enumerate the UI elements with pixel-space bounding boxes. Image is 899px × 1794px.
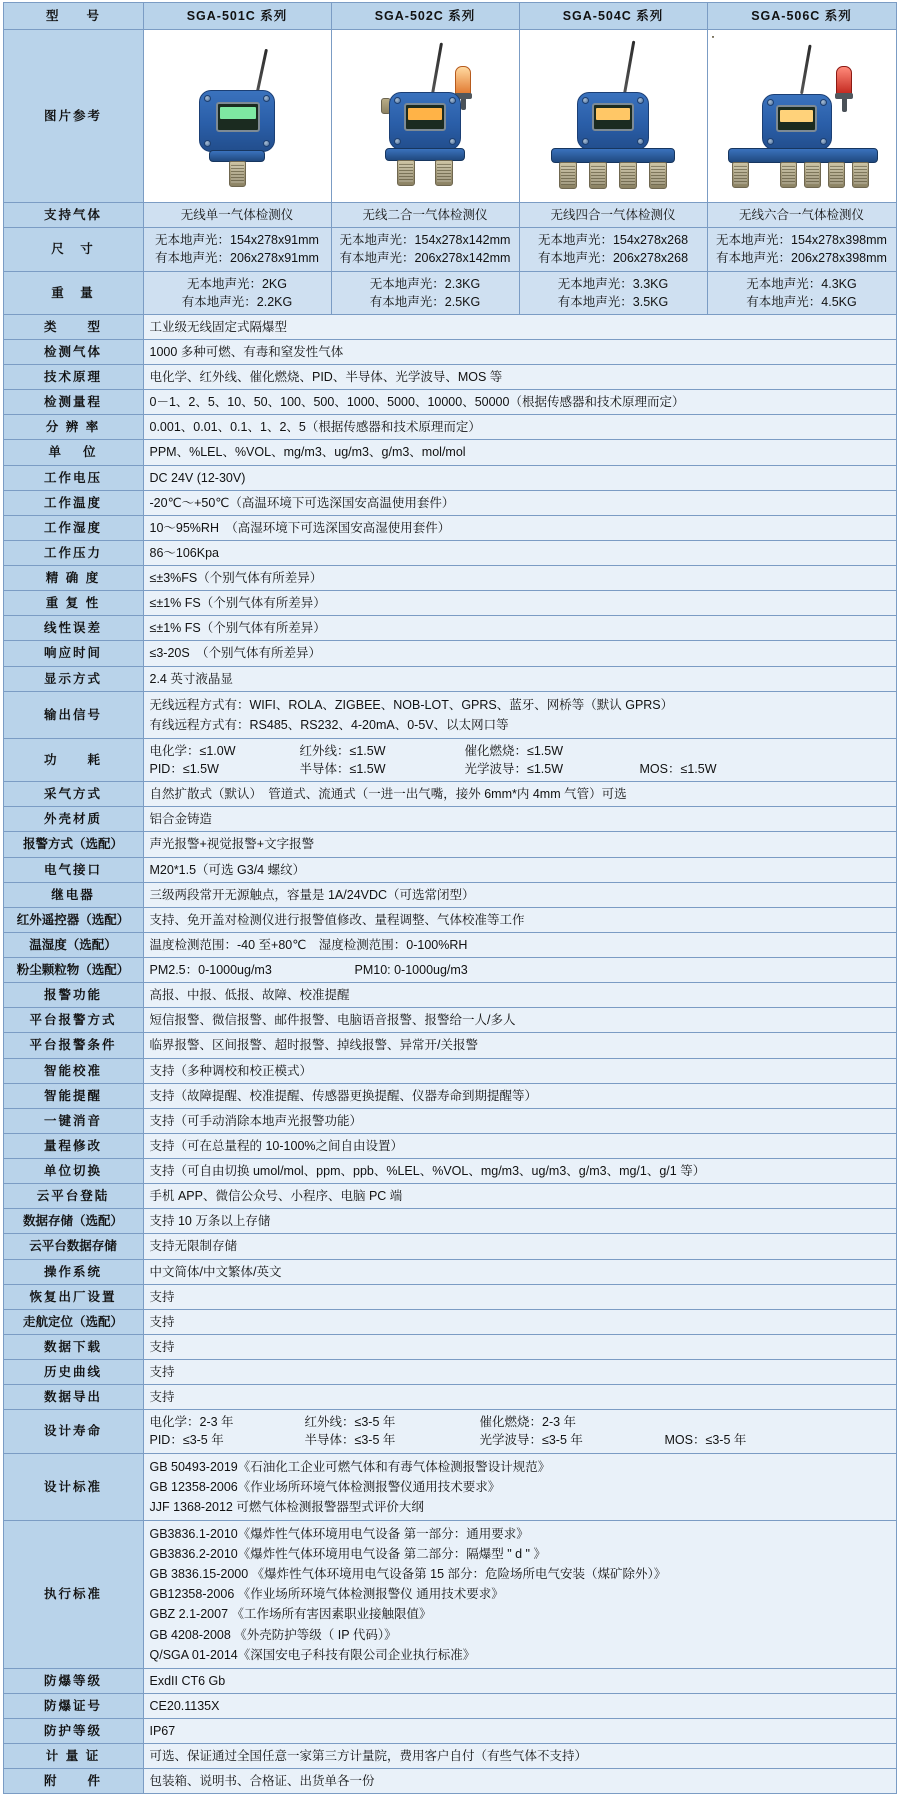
- gas-sensor: [780, 162, 797, 188]
- row-value-one-key-mute: 支持（可手动消除本地声光报警功能）: [143, 1108, 896, 1133]
- row-value-repeat: ≤±1% FS（个别气体有所差异）: [143, 591, 896, 616]
- row-label-ex-grade: 防爆等级: [3, 1668, 143, 1693]
- life-mos: MOS：≤3-5 年: [664, 1433, 747, 1448]
- antenna-icon: [623, 41, 635, 95]
- table-row-exec-std: [3, 1520, 896, 1668]
- life-pid: PID：≤3-5 年: [149, 1433, 224, 1448]
- row-label-data-download: 数据下载: [3, 1334, 143, 1359]
- row-value-shell: 铝合金铸造: [143, 807, 896, 832]
- row-value-principle: 电化学、红外线、催化燃烧、PID、半导体、光学波导、MOS 等: [143, 365, 896, 390]
- power-pid: PID：≤1.5W: [149, 762, 219, 776]
- size-502c-line1: 无本地声光：154x278x142mm: [339, 233, 511, 248]
- row-label-ip-grade: 防护等级: [3, 1719, 143, 1744]
- weight-506c: [707, 271, 896, 314]
- power-optical: 光学波导：≤1.5W: [464, 762, 564, 776]
- table-row-cloud-login: [3, 1184, 896, 1209]
- row-label-cloud-login: 云平台登陆: [3, 1184, 143, 1209]
- gas-sensor: [804, 162, 821, 188]
- power-mos: MOS：≤1.5W: [639, 762, 717, 776]
- power-catalytic: 催化燃烧：≤1.5W: [464, 743, 564, 758]
- model-504c: SGA-504C 系列: [519, 3, 707, 30]
- table-row-sampling: [3, 782, 896, 807]
- row-label-alarm-mode: 报警方式（选配）: [3, 832, 143, 857]
- row-label-weight: 重 量: [3, 271, 143, 314]
- alarm-light: [836, 66, 852, 96]
- row-value-cloud-login: 手机 APP、微信公众号、小程序、电脑 PC 端: [143, 1184, 896, 1209]
- table-row-linear: [3, 616, 896, 641]
- device-manifold: [551, 148, 675, 163]
- exec-std-line-2: GB3836.2-2010《爆炸性气体环境用电气设备 第二部分：隔爆型 " d " 》: [149, 1547, 546, 1561]
- row-value-temp-hum-opt: 温度检测范围：-40 至+80℃ 湿度检测范围：0-100%RH: [143, 932, 896, 957]
- table-row-history-curve: [3, 1360, 896, 1385]
- table-row-response: [3, 641, 896, 666]
- row-value-resolution: 0.001、0.01、0.1、1、2、5（根据传感器和技术原理而定）: [143, 415, 896, 440]
- design-std-line-2: GB 12358-2006《作业场所环境气体检测报警仪通用技术要求》: [149, 1479, 501, 1494]
- row-value-design-std: [143, 1453, 896, 1520]
- row-value-smart-remind: 支持（故障提醒、校准提醒、传感器更换提醒、仪器寿命到期提醒等）: [143, 1083, 896, 1108]
- table-row-dust-opt: [3, 958, 896, 983]
- gas-support-502c: 无线二合一气体检测仪: [331, 203, 519, 228]
- device-body: [762, 94, 832, 150]
- row-label-pressure: 工作压力: [3, 540, 143, 565]
- size-502c: [331, 228, 519, 271]
- table-row-metrology: [3, 1744, 896, 1769]
- table-row-weight: [3, 271, 896, 314]
- table-row-cloud-store: [3, 1234, 896, 1259]
- row-value-os: 中文简体/中文繁体/英文: [143, 1259, 896, 1284]
- row-label-output: 输出信号: [3, 691, 143, 738]
- row-label-design-life: 设计寿命: [3, 1410, 143, 1453]
- gas-sensor: [852, 162, 869, 188]
- life-optical: 光学波导：≤3-5 年: [479, 1433, 583, 1448]
- power-infrared: 红外线：≤1.5W: [299, 743, 386, 758]
- table-row-factory-reset: [3, 1284, 896, 1309]
- row-value-power: [143, 738, 896, 781]
- row-label-exec-std: 执行标准: [3, 1520, 143, 1668]
- row-value-range: 0－1、2、5、10、50、100、500、1000、5000、10000、50000（根据传感器和技术原理而定）: [143, 390, 896, 415]
- dust-pm10: PM10: 0-1000ug/m3: [354, 963, 468, 977]
- design-std-line-3: JJF 1368-2012 可燃气体检测报警器型式评价大纲: [149, 1499, 424, 1514]
- row-label-response: 响应时间: [3, 641, 143, 666]
- row-label-ir-remote: 红外遥控器（选配）: [3, 907, 143, 932]
- table-row-power: [3, 738, 896, 781]
- display-screen: [216, 102, 260, 132]
- row-label-history-curve: 历史曲线: [3, 1360, 143, 1385]
- alarm-light: [455, 66, 471, 96]
- row-value-type: 工业级无线固定式隔爆型: [143, 314, 896, 339]
- gas-sensor: [589, 162, 607, 189]
- life-semiconductor: 半导体：≤3-5 年: [304, 1433, 396, 1448]
- gas-support-501c: 无线单一气体检测仪: [143, 203, 331, 228]
- antenna-icon: [800, 45, 812, 95]
- row-value-alarm-func: 高报、中报、低报、故障、校准提醒: [143, 983, 896, 1008]
- gas-support-504c: 无线四合一气体检测仪: [519, 203, 707, 228]
- table-row-voltage: [3, 465, 896, 490]
- row-value-relay: 三级两段常开无源触点，容量是 1A/24VDC（可选常闭型）: [143, 882, 896, 907]
- row-label-unit-switch: 单位切换: [3, 1159, 143, 1184]
- row-label-voltage: 工作电压: [3, 465, 143, 490]
- weight-504c-line1: 无本地声光：3.3KG: [557, 276, 669, 291]
- row-label-model: 型 号: [3, 3, 143, 30]
- row-value-gps-opt: 支持: [143, 1309, 896, 1334]
- row-value-factory-reset: 支持: [143, 1284, 896, 1309]
- row-value-data-export: 支持: [143, 1385, 896, 1410]
- row-value-accuracy: ≤±3%FS（个别气体有所差异）: [143, 566, 896, 591]
- row-value-dust-opt: [143, 958, 896, 983]
- row-label-relay: 继电器: [3, 882, 143, 907]
- row-value-data-store-opt: 支持 10 万条以上存储: [143, 1209, 896, 1234]
- dust-pm25: PM2.5：0-1000ug/m3: [149, 963, 272, 977]
- row-label-shell: 外壳材质: [3, 807, 143, 832]
- size-501c-line1: 无本地声光：154x278x91mm: [155, 233, 319, 248]
- row-value-smart-cal: 支持（多种调校和校正模式）: [143, 1058, 896, 1083]
- table-row-unit: [3, 440, 896, 465]
- row-value-accessories: 包装箱、说明书、合格证、出货单各一份: [143, 1769, 896, 1794]
- table-row-image: [3, 30, 896, 203]
- row-value-platform-alarm: 短信报警、微信报警、邮件报警、电脑语音报警、报警给一人/多人: [143, 1008, 896, 1033]
- row-label-temp-hum-opt: 温湿度（选配）: [3, 932, 143, 957]
- row-label-factory-reset: 恢复出厂设置: [3, 1284, 143, 1309]
- row-value-output: [143, 691, 896, 738]
- gas-sensor: [435, 160, 453, 186]
- row-value-alarm-mode: 声光报警+视觉报警+文字报警: [143, 832, 896, 857]
- row-label-data-export: 数据导出: [3, 1385, 143, 1410]
- row-value-design-life: [143, 1410, 896, 1453]
- row-label-alarm-func: 报警功能: [3, 983, 143, 1008]
- gas-sensor: [397, 160, 415, 186]
- row-value-linear: ≤±1% FS（个别气体有所差异）: [143, 616, 896, 641]
- row-value-unit: PPM、%LEL、%VOL、mg/m3、ug/m3、g/m3、mol/mol: [143, 440, 896, 465]
- gas-sensor: [712, 36, 714, 38]
- table-row-resolution: [3, 415, 896, 440]
- device-manifold: [385, 148, 465, 161]
- size-502c-line2: 有本地声光：206x278x142mm: [339, 251, 511, 266]
- row-label-accuracy: 精 确 度: [3, 566, 143, 591]
- row-label-image: 图片参考: [3, 30, 143, 203]
- gas-sensor: [559, 162, 577, 189]
- power-semiconductor: 半导体：≤1.5W: [299, 762, 386, 776]
- size-506c-line1: 无本地声光：154x278x398mm: [716, 233, 887, 248]
- row-value-sampling: 自然扩散式（默认） 管道式、流通式（一进一出气嘴，接外 6mm*内 4mm 气管）可选: [143, 782, 896, 807]
- device-body: [577, 92, 649, 150]
- row-label-gas-support: 支持气体: [3, 203, 143, 228]
- table-row-alarm-func: [3, 983, 896, 1008]
- table-row-ir-remote: [3, 907, 896, 932]
- table-row-repeat: [3, 591, 896, 616]
- row-value-ip-grade: IP67: [143, 1719, 896, 1744]
- row-label-display: 显示方式: [3, 666, 143, 691]
- gas-support-506c: 无线六合一气体检测仪: [707, 203, 896, 228]
- display-screen: [592, 103, 634, 131]
- row-label-temperature: 工作温度: [3, 490, 143, 515]
- spec-sheet: [0, 2, 899, 1794]
- table-row-ex-cert: [3, 1693, 896, 1718]
- row-label-range: 检测量程: [3, 390, 143, 415]
- table-row-unit-switch: [3, 1159, 896, 1184]
- row-label-cloud-store: 云平台数据存储: [3, 1234, 143, 1259]
- row-value-history-curve: 支持: [143, 1360, 896, 1385]
- row-value-detect-gas: 1000 多种可燃、有毒和窒发性气体: [143, 339, 896, 364]
- gas-sensor: [619, 162, 637, 189]
- row-label-gps-opt: 走航定位（选配）: [3, 1309, 143, 1334]
- gas-sensor: [828, 162, 845, 188]
- row-value-range-modify: 支持（可在总量程的 10-100%之间自由设置）: [143, 1133, 896, 1158]
- table-row-accessories: [3, 1769, 896, 1794]
- table-row-one-key-mute: [3, 1108, 896, 1133]
- specification-table: [3, 2, 897, 1794]
- size-501c: [143, 228, 331, 271]
- size-504c-line1: 无本地声光：154x278x268: [537, 233, 689, 248]
- weight-506c-line1: 无本地声光：4.3KG: [746, 276, 857, 291]
- row-label-os: 操作系统: [3, 1259, 143, 1284]
- row-label-type: 类 型: [3, 314, 143, 339]
- exec-std-line-6: GB 4208-2008 《外壳防护等级（ IP 代码）》: [149, 1627, 397, 1642]
- size-506c: [707, 228, 896, 271]
- table-row-gas-support: [3, 203, 896, 228]
- weight-502c-line2: 有本地声光：2.5KG: [369, 294, 481, 309]
- row-label-platform-alarm: 平台报警方式: [3, 1008, 143, 1033]
- model-501c: SGA-501C 系列: [143, 3, 331, 30]
- table-row-platform-cond: [3, 1033, 896, 1058]
- table-row-design-life: [3, 1410, 896, 1453]
- life-infrared: 红外线：≤3-5 年: [304, 1415, 396, 1430]
- row-label-size: 尺 寸: [3, 228, 143, 271]
- model-502c: SGA-502C 系列: [331, 3, 519, 30]
- row-label-design-std: 设计标准: [3, 1453, 143, 1520]
- table-row-electric-port: [3, 857, 896, 882]
- row-value-cloud-store: 支持无限制存储: [143, 1234, 896, 1259]
- table-row-smart-remind: [3, 1083, 896, 1108]
- row-value-exec-std: [143, 1520, 896, 1668]
- row-label-resolution: 分 辨 率: [3, 415, 143, 440]
- row-value-ex-cert: CE20.1135X: [143, 1693, 896, 1718]
- weight-501c: [143, 271, 331, 314]
- exec-std-line-3: GB 3836.15-2000 《爆炸性气体环境用电气设备第 15 部分：危险场所电气安装（煤矿除外）》: [149, 1567, 667, 1582]
- gas-sensor: [229, 161, 246, 187]
- table-row-alarm-mode: [3, 832, 896, 857]
- row-label-repeat: 重 复 性: [3, 591, 143, 616]
- table-row-gps-opt: [3, 1309, 896, 1334]
- row-label-detect-gas: 检测气体: [3, 339, 143, 364]
- row-value-display: 2.4 英寸液晶显: [143, 666, 896, 691]
- row-label-linear: 线性误差: [3, 616, 143, 641]
- weight-501c-line2: 有本地声光：2.2KG: [181, 294, 293, 309]
- exec-std-line-7: Q/SGA 01-2014《深国安电子科技有限公司企业执行标准》: [149, 1647, 476, 1662]
- row-label-smart-remind: 智能提醒: [3, 1083, 143, 1108]
- exec-std-line-4: GB12358-2006 《作业场所环境气体检测报警仪 通用技术要求》: [149, 1587, 504, 1602]
- row-label-principle: 技术原理: [3, 365, 143, 390]
- life-catalytic: 催化燃烧：2-3 年: [479, 1415, 577, 1430]
- row-value-humidity: 10～95%RH （高湿环境下可选深国安高湿使用套件）: [143, 515, 896, 540]
- row-label-platform-cond: 平台报警条件: [3, 1033, 143, 1058]
- device-image-502c: [331, 30, 519, 203]
- output-wired: 有线远程方式有：RS485、RS232、4-20mA、0-5V、以太网口等: [149, 717, 509, 732]
- row-label-ex-cert: 防爆证号: [3, 1693, 143, 1718]
- table-row-ex-grade: [3, 1668, 896, 1693]
- gas-sensor: [649, 162, 667, 189]
- row-value-data-download: 支持: [143, 1334, 896, 1359]
- table-row-relay: [3, 882, 896, 907]
- table-row-pressure: [3, 540, 896, 565]
- weight-502c: [331, 271, 519, 314]
- table-row-temperature: [3, 490, 896, 515]
- row-label-unit: 单 位: [3, 440, 143, 465]
- size-506c-line2: 有本地声光：206x278x398mm: [716, 251, 887, 266]
- row-label-sampling: 采气方式: [3, 782, 143, 807]
- exec-std-line-1: GB3836.1-2010《爆炸性气体环境用电气设备 第一部分：通用要求》: [149, 1526, 529, 1541]
- table-row-output: [3, 691, 896, 738]
- size-504c-line2: 有本地声光：206x278x268: [537, 251, 689, 266]
- table-row-accuracy: [3, 566, 896, 591]
- row-label-dust-opt: 粉尘颗粒物（选配）: [3, 958, 143, 983]
- device-image-501c: [143, 30, 331, 203]
- table-row-type: [3, 314, 896, 339]
- row-label-metrology: 计 量 证: [3, 1744, 143, 1769]
- device-body: [199, 90, 275, 152]
- row-label-humidity: 工作湿度: [3, 515, 143, 540]
- row-label-accessories: 附 件: [3, 1769, 143, 1794]
- gas-sensor: [732, 162, 749, 188]
- display-screen: [776, 105, 817, 132]
- row-value-metrology: 可选、保证通过全国任意一家第三方计量院，费用客户自付（有些气体不支持）: [143, 1744, 896, 1769]
- table-row-data-export: [3, 1385, 896, 1410]
- design-std-line-1: GB 50493-2019《石油化工企业可燃气体和有毒气体检测报警设计规范》: [149, 1459, 551, 1474]
- row-value-unit-switch: 支持（可自由切换 umol/mol、ppm、ppb、%LEL、%VOL、mg/m3、ug/m3、g/m3、mg/1、g/1 等）: [143, 1159, 896, 1184]
- table-row-size: [3, 228, 896, 271]
- row-value-pressure: 86～106Kpa: [143, 540, 896, 565]
- table-row-temp-hum-opt: [3, 932, 896, 957]
- power-electrochemical: 电化学：≤1.0W: [149, 743, 236, 758]
- table-row-display: [3, 666, 896, 691]
- table-row-ip-grade: [3, 1719, 896, 1744]
- row-label-smart-cal: 智能校准: [3, 1058, 143, 1083]
- row-label-electric-port: 电气接口: [3, 857, 143, 882]
- table-row-data-store-opt: [3, 1209, 896, 1234]
- table-row-data-download: [3, 1334, 896, 1359]
- weight-504c: [519, 271, 707, 314]
- table-row-shell: [3, 807, 896, 832]
- row-value-voltage: DC 24V (12-30V): [143, 465, 896, 490]
- row-value-temperature: -20℃～+50℃（高温环境下可选深国安高温使用套件）: [143, 490, 896, 515]
- table-row-smart-cal: [3, 1058, 896, 1083]
- device-image-506c: [707, 30, 896, 203]
- row-value-electric-port: M20*1.5（可选 G3/4 螺纹）: [143, 857, 896, 882]
- model-506c: SGA-506C 系列: [707, 3, 896, 30]
- size-504c: [519, 228, 707, 271]
- weight-502c-line1: 无本地声光：2.3KG: [369, 276, 481, 291]
- table-row-model: [3, 3, 896, 30]
- table-row-os: [3, 1259, 896, 1284]
- device-manifold: [728, 148, 878, 163]
- weight-506c-line2: 有本地声光：4.5KG: [746, 294, 857, 309]
- size-501c-line2: 有本地声光：206x278x91mm: [155, 251, 319, 266]
- life-electrochemical: 电化学：2-3 年: [149, 1415, 234, 1430]
- row-value-ex-grade: ExdII CT6 Gb: [143, 1668, 896, 1693]
- weight-501c-line1: 无本地声光：2KG: [186, 276, 287, 291]
- display-screen: [404, 103, 446, 131]
- device-body: [389, 92, 461, 150]
- table-row-platform-alarm: [3, 1008, 896, 1033]
- row-label-power: 功 耗: [3, 738, 143, 781]
- table-row-range: [3, 390, 896, 415]
- table-row-design-std: [3, 1453, 896, 1520]
- table-row-humidity: [3, 515, 896, 540]
- device-image-504c: [519, 30, 707, 203]
- weight-504c-line2: 有本地声光：3.5KG: [557, 294, 669, 309]
- table-row-detect-gas: [3, 339, 896, 364]
- row-value-platform-cond: 临界报警、区间报警、超时报警、掉线报警、异常开/关报警: [143, 1033, 896, 1058]
- exec-std-line-5: GBZ 2.1-2007 《工作场所有害因素职业接触限值》: [149, 1607, 432, 1622]
- output-wireless: 无线远程方式有：WIFI、ROLA、ZIGBEE、NOB-LOT、GPRS、蓝牙、网桥等（默认 GPRS）: [149, 697, 674, 712]
- row-label-range-modify: 量程修改: [3, 1133, 143, 1158]
- table-row-principle: [3, 365, 896, 390]
- row-label-data-store-opt: 数据存储（选配）: [3, 1209, 143, 1234]
- row-value-response: ≤3-20S （个别气体有所差异）: [143, 641, 896, 666]
- antenna-icon: [431, 43, 443, 95]
- row-value-ir-remote: 支持、免开盖对检测仪进行报警值修改、量程调整、气体校准等工作: [143, 907, 896, 932]
- table-row-range-modify: [3, 1133, 896, 1158]
- row-label-one-key-mute: 一键消音: [3, 1108, 143, 1133]
